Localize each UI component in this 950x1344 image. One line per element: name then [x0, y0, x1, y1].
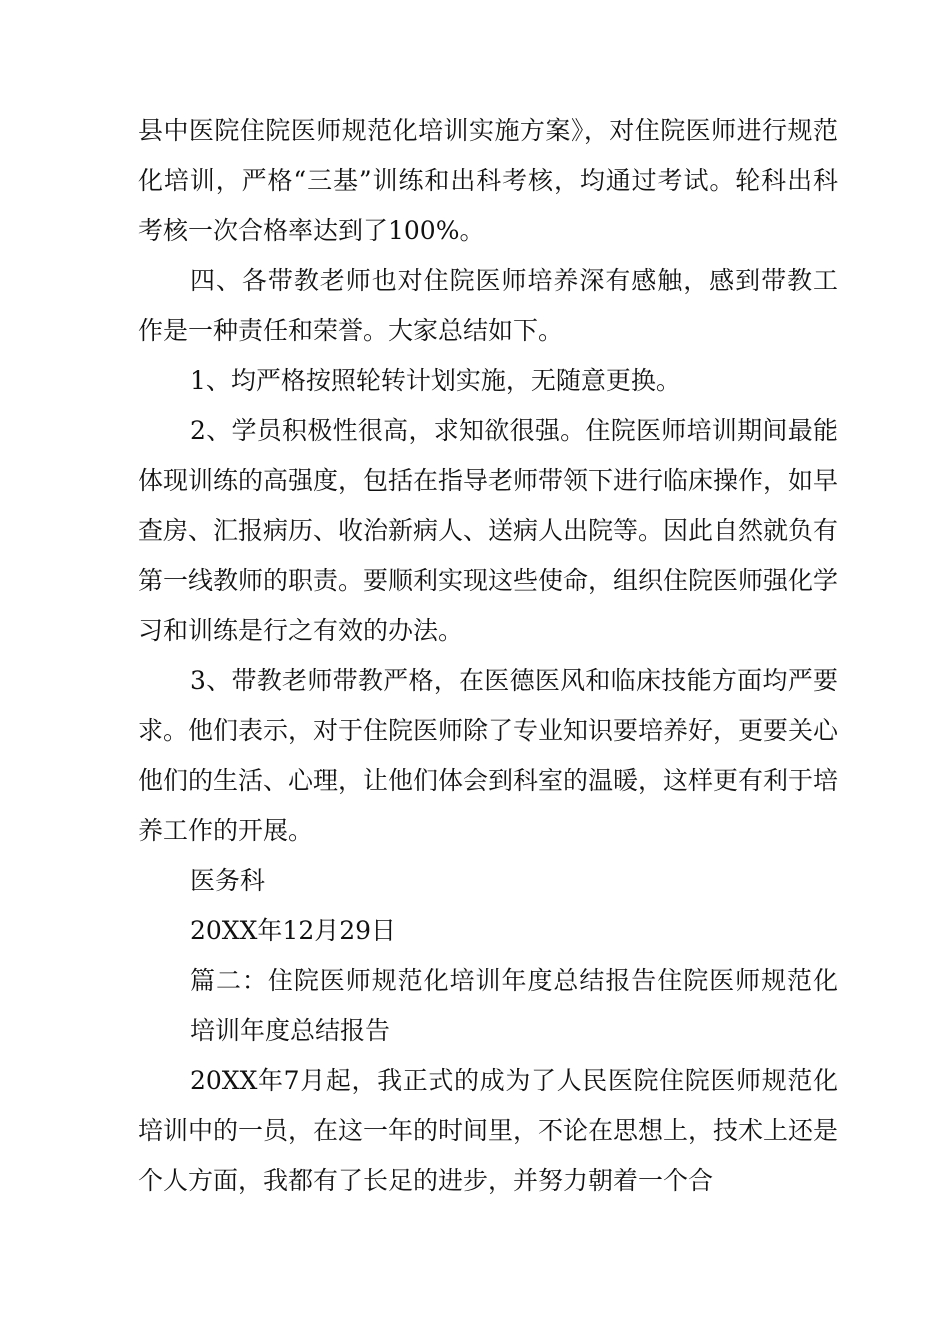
paragraph-chapter-two-intro: 20XX年7月起，我正式的成为了人民医院住院医师规范化培训中的一员，在这一年的时间里，不论在思想上，技术上还是个人方面，我都有了长足的进步，并努力朝着一个合	[138, 1066, 839, 1195]
document-body	[138, 106, 838, 1206]
paragraph-section-four: 四、各带教老师也对住院医师培养深有感触，感到带教工作是一种责任和荣誉。大家总结如下。	[138, 266, 838, 345]
signature-date: 20XX年12月29日	[190, 916, 397, 945]
chapter-two-heading: 篇二：住院医师规范化培训年度总结报告住院医师规范化培训年度总结报告	[190, 966, 838, 1045]
paragraph-item-1: 1、均严格按照轮转计划实施，无随意更换。	[190, 366, 681, 395]
paragraph-item-2: 2、学员积极性很高，求知欲很强。住院医师培训期间最能体现训练的高强度，包括在指导老师带领下进行临床操作，如早查房、汇报病历、收治新病人、送病人出院等。因此自然就负有第一线教师的职责。要顺利实现这些使命，组织住院医师强化学习和训练是行之有效的办法。	[138, 416, 839, 645]
paragraph-continuation: 县中医院住院医师规范化培训实施方案》，对住院医师进行规范化培训，严格“三基”训练和出科考核，均通过考试。轮科出科考核一次合格率达到了100%。	[138, 116, 838, 245]
paragraph-item-3: 3、带教老师带教严格，在医德医风和临床技能方面均严要求。他们表示，对于住院医师除了专业知识要培养好，更要关心他们的生活、心理，让他们体会到科室的温暖，这样更有利于培养工作的开展。	[138, 666, 839, 845]
signature-department: 医务科	[190, 866, 266, 895]
